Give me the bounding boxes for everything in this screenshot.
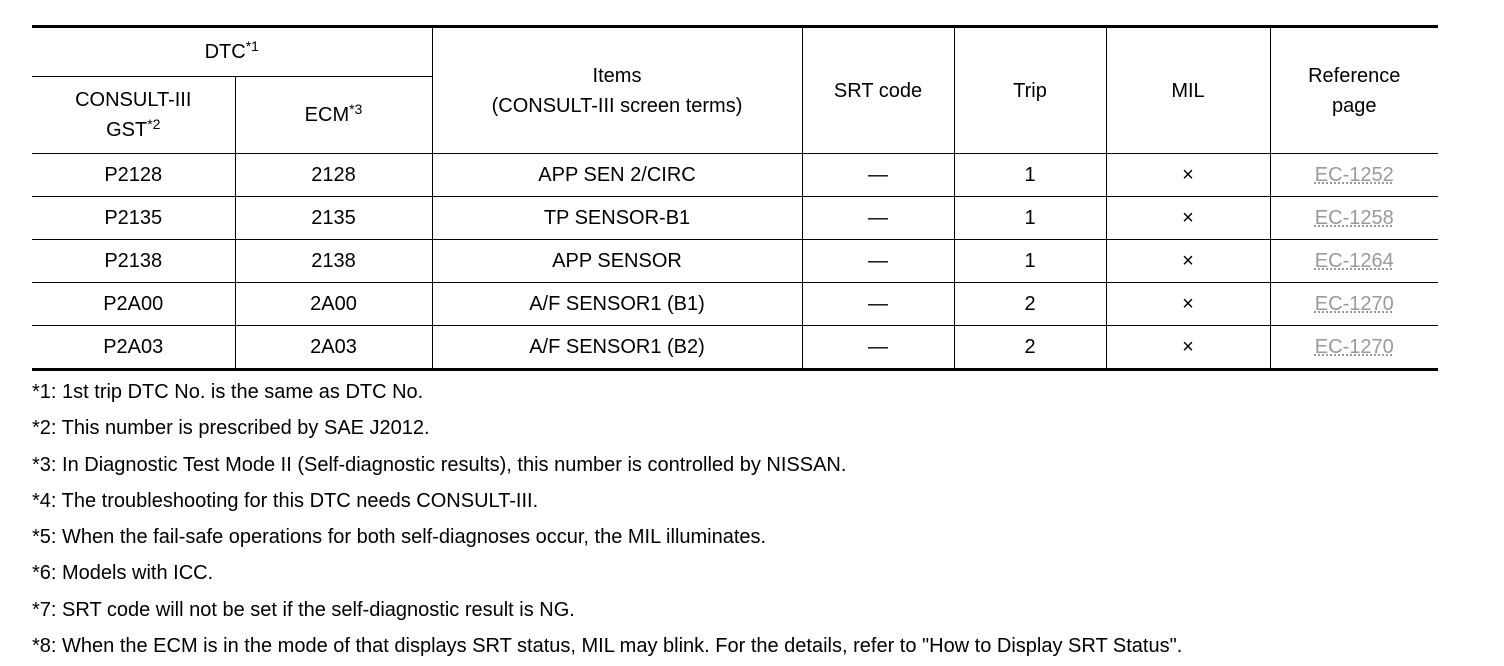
- consult-code: P2138: [32, 240, 235, 283]
- footnote: *1: 1st trip DTC No. is the same as DTC No.: [32, 381, 424, 403]
- reference-link[interactable]: EC-1270: [1314, 336, 1394, 358]
- items-header: Items (CONSULT-III screen terms): [432, 27, 802, 154]
- reference-cell: [1270, 240, 1438, 283]
- footnote: *4: The troubleshooting for this DTC needs CONSULT-III.: [32, 489, 539, 512]
- trip-count: 1: [954, 240, 1106, 283]
- footnote: *6: Models with ICC.: [32, 562, 214, 585]
- consult-header: CONSULT-III GST$^{*2}$: [32, 77, 235, 154]
- dtc-table: [32, 25, 1438, 371]
- table-row: [32, 197, 1438, 240]
- srt-code: —: [802, 326, 954, 370]
- dtc-header: DTC$^{*1}$: [32, 27, 432, 77]
- srt-code: —: [802, 283, 954, 326]
- footnote: *8: When the ECM is in the mode of that displays SRT status, MIL may blink. For the details, refer to "How to Display SRT Status".: [32, 635, 1183, 658]
- mil-mark: ×: [1106, 197, 1270, 240]
- mil-mark: ×: [1106, 240, 1270, 283]
- reference-link[interactable]: EC-1252: [1314, 164, 1394, 186]
- srt-code: —: [802, 154, 954, 197]
- consult-code: P2135: [32, 197, 235, 240]
- mil-mark: ×: [1106, 326, 1270, 370]
- ecm-code: 2138: [235, 240, 432, 283]
- reference-header: Reference page: [1270, 27, 1438, 154]
- table-row: [32, 240, 1438, 283]
- ecm-code: 2A03: [235, 326, 432, 370]
- consult-code: P2A03: [32, 326, 235, 370]
- table-row: [32, 326, 1438, 370]
- trip-count: 1: [954, 197, 1106, 240]
- footnote: *2: This number is prescribed by SAE J2012.: [32, 417, 430, 440]
- trip-count: 1: [954, 154, 1106, 197]
- reference-link[interactable]: EC-1270: [1314, 293, 1394, 315]
- ecm-code: 2128: [235, 154, 432, 197]
- item-term: A/F SENSOR1 (B2): [432, 326, 802, 370]
- reference-cell: [1270, 197, 1438, 240]
- reference-link[interactable]: EC-1264: [1314, 250, 1394, 272]
- srt-code: —: [802, 240, 954, 283]
- footnotes: [32, 374, 1438, 664]
- trip-count: 2: [954, 283, 1106, 326]
- reference-cell: [1270, 326, 1438, 370]
- trip-count: 2: [954, 326, 1106, 370]
- footnote: *3: In Diagnostic Test Mode II (Self-diagnostic results), this number is controlled by NISSAN.: [32, 453, 847, 476]
- reference-link[interactable]: EC-1258: [1314, 207, 1394, 229]
- ecm-header: ECM$^{*3}$: [235, 77, 432, 154]
- srt-header: SRT code: [802, 27, 954, 154]
- footnote: *7: SRT code will not be set if the self-diagnostic result is NG.: [32, 598, 575, 621]
- footnote: *5: When the fail-safe operations for both self-diagnoses occur, the MIL illuminates.: [32, 526, 767, 549]
- mil-mark: ×: [1106, 283, 1270, 326]
- table-row: [32, 154, 1438, 197]
- ecm-code: 2135: [235, 197, 432, 240]
- trip-header: Trip: [954, 27, 1106, 154]
- item-term: TP SENSOR-B1: [432, 197, 802, 240]
- item-term: A/F SENSOR1 (B1): [432, 283, 802, 326]
- consult-code: P2128: [32, 154, 235, 197]
- reference-cell: [1270, 154, 1438, 197]
- dtc-document: [32, 25, 1438, 664]
- item-term: APP SENSOR: [432, 240, 802, 283]
- mil-mark: ×: [1106, 154, 1270, 197]
- item-term: APP SEN 2/CIRC: [432, 154, 802, 197]
- mil-header: MIL: [1106, 27, 1270, 154]
- srt-code: —: [802, 197, 954, 240]
- reference-cell: [1270, 283, 1438, 326]
- table-row: [32, 283, 1438, 326]
- ecm-code: 2A00: [235, 283, 432, 326]
- consult-code: P2A00: [32, 283, 235, 326]
